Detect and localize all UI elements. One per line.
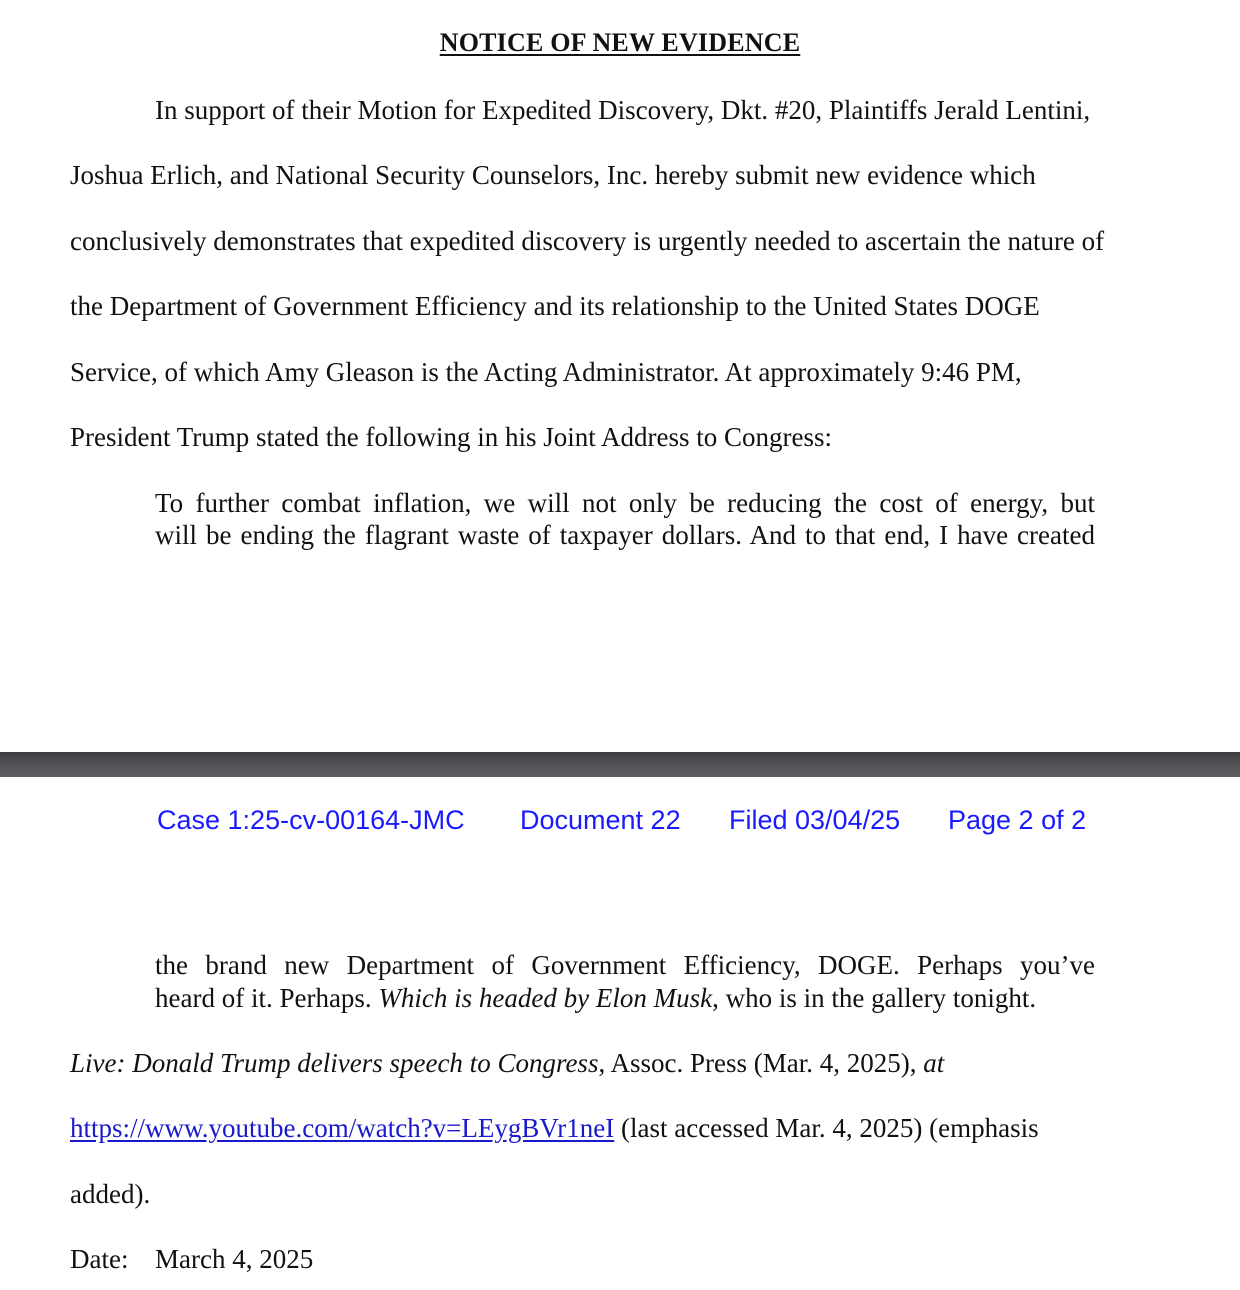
citation-line-3: added). [70, 1179, 151, 1209]
body-line-1: In support of their Motion for Expedited Discovery, Dkt. #20, Plaintiffs Jerald Lentini, [155, 95, 1091, 125]
body-line-4: the Department of Government Efficiency and its relationship to the United States DOGE [70, 291, 1040, 321]
header-document-number: Document 22 [520, 805, 681, 835]
quote-text-end: , who is in the gallery tonight. [712, 983, 1037, 1013]
citation-source-details: , Assoc. Press (Mar. 4, 2025), [598, 1048, 924, 1078]
page-bottom [0, 777, 1240, 1290]
block-quote-line-1: To further combat inflation, we will not only be reducing the cost of energy, but [155, 488, 1095, 518]
date-label: Date: [70, 1244, 129, 1274]
citation-at: at [923, 1048, 945, 1078]
citation-line-2 [70, 1112, 1039, 1144]
quote-emphasis: Which is headed by Elon Musk [378, 983, 713, 1013]
block-quote-line-2: will be ending the flagrant waste of taxpayer dollars. And to that end, I have created [155, 520, 1095, 550]
body-line-2: Joshua Erlich, and National Security Counselors, Inc. hereby submit new evidence which [70, 160, 1036, 190]
page-divider [0, 752, 1240, 777]
citation-source-title: Live: Donald Trump delivers speech to Congress [70, 1048, 599, 1078]
date-value: March 4, 2025 [155, 1244, 314, 1274]
block-quote-line-4 [155, 982, 1095, 1015]
body-line-5: Service, of which Amy Gleason is the Acting Administrator. At approximately 9:46 PM, [70, 357, 1022, 387]
citation-line-1 [70, 1047, 944, 1079]
body-line-6: President Trump stated the following in his Joint Address to Congress: [70, 422, 833, 452]
header-filed-date: Filed 03/04/25 [729, 805, 901, 835]
citation-access-note: (last accessed Mar. 4, 2025) (emphasis [614, 1113, 1039, 1143]
header-case-number: Case 1:25-cv-00164-JMC [157, 805, 465, 835]
youtube-link[interactable]: https://www.youtube.com/watch?v=LEygBVr1neI [70, 1113, 615, 1143]
header-page-count: Page 2 of 2 [948, 805, 1087, 835]
block-quote-line-3: the brand new Department of Government Efficiency, DOGE. Perhaps you’ve [155, 950, 1095, 980]
quote-text-start: heard of it. Perhaps. [155, 983, 379, 1013]
body-line-3: conclusively demonstrates that expedited discovery is urgently needed to ascertain the nature of [70, 226, 1105, 256]
document-title: NOTICE OF NEW EVIDENCE [439, 28, 801, 57]
